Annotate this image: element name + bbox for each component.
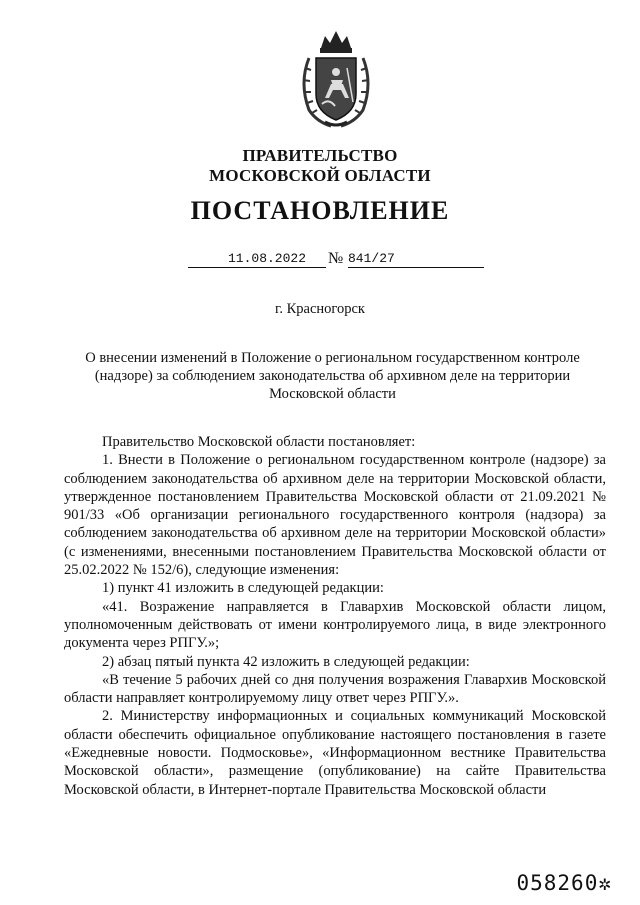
asterisk-mark-icon: ✲ [598, 871, 612, 895]
body-paragraph: «В течение 5 рабочих дней со дня получения возражения Главархив Московской области направляет контролируемому лицу ответ через РПГУ.». [64, 671, 606, 707]
document-title: О внесении изменений в Положение о региональном государственном контроле (надзоре) за соблюдением законодательства об архивном деле на территории Московской области [85, 350, 580, 402]
body-paragraph: 2. Министерству информационных и социальных коммуникаций Московской области обеспечить официальное опубликование настоящего постановления в газете «Ежедневные новости. Подмосковье», «Информационном вестнике Правительства Московской области», размещение (опубликование) на сайте Правительства Московской области, в Интернет-портале Правительства Московской области [64, 708, 606, 798]
body-paragraph: 1) пункт 41 изложить в следующей редакции: [102, 580, 384, 597]
organization-name-line1: ПРАВИТЕЛЬСТВО [242, 146, 398, 165]
body-paragraph: Правительство Московской области постановляет: [102, 434, 416, 450]
organization-name-line2: МОСКОВСКОЙ ОБЛАСТИ [209, 166, 431, 185]
serial-number [516, 871, 612, 895]
body-paragraph: «41. Возражение направляется в Главархив Московской области лицом, уполномоченным действовать от имени контролируемого лица, в виде электронного документа через РПГУ.»; [64, 598, 606, 652]
serial-number-text: 058260 [516, 871, 599, 895]
document-number: 841/27 [348, 250, 484, 268]
document-date: 11.08.2022 [188, 250, 326, 268]
number-sign: № [328, 250, 344, 267]
city-of-issue: г. Красногорск [275, 301, 365, 317]
body-paragraph: 2) абзац пятый пункта 42 изложить в следующей редакции: [102, 653, 470, 670]
registration-line [188, 250, 488, 272]
document-body [64, 433, 606, 799]
coat-of-arms-icon [295, 28, 377, 132]
body-paragraph: 1. Внести в Положение о региональном государственном контроле (надзоре) за соблюдением законодательства об архивном деле на территории Московской области, утвержденное постановлением Правительства Московской области от 21.09.2021 № 901/33 «Об организации регионального государственного контроля (надзора) за соблюдением законодательства об архивном деле на территории Московской области» (с изменениями, внесенными постановлением Правительства Московской области от 25.02.2022 № 152/6), следующие изменения: [64, 452, 606, 579]
document-type-heading: ПОСТАНОВЛЕНИЕ [190, 196, 450, 225]
